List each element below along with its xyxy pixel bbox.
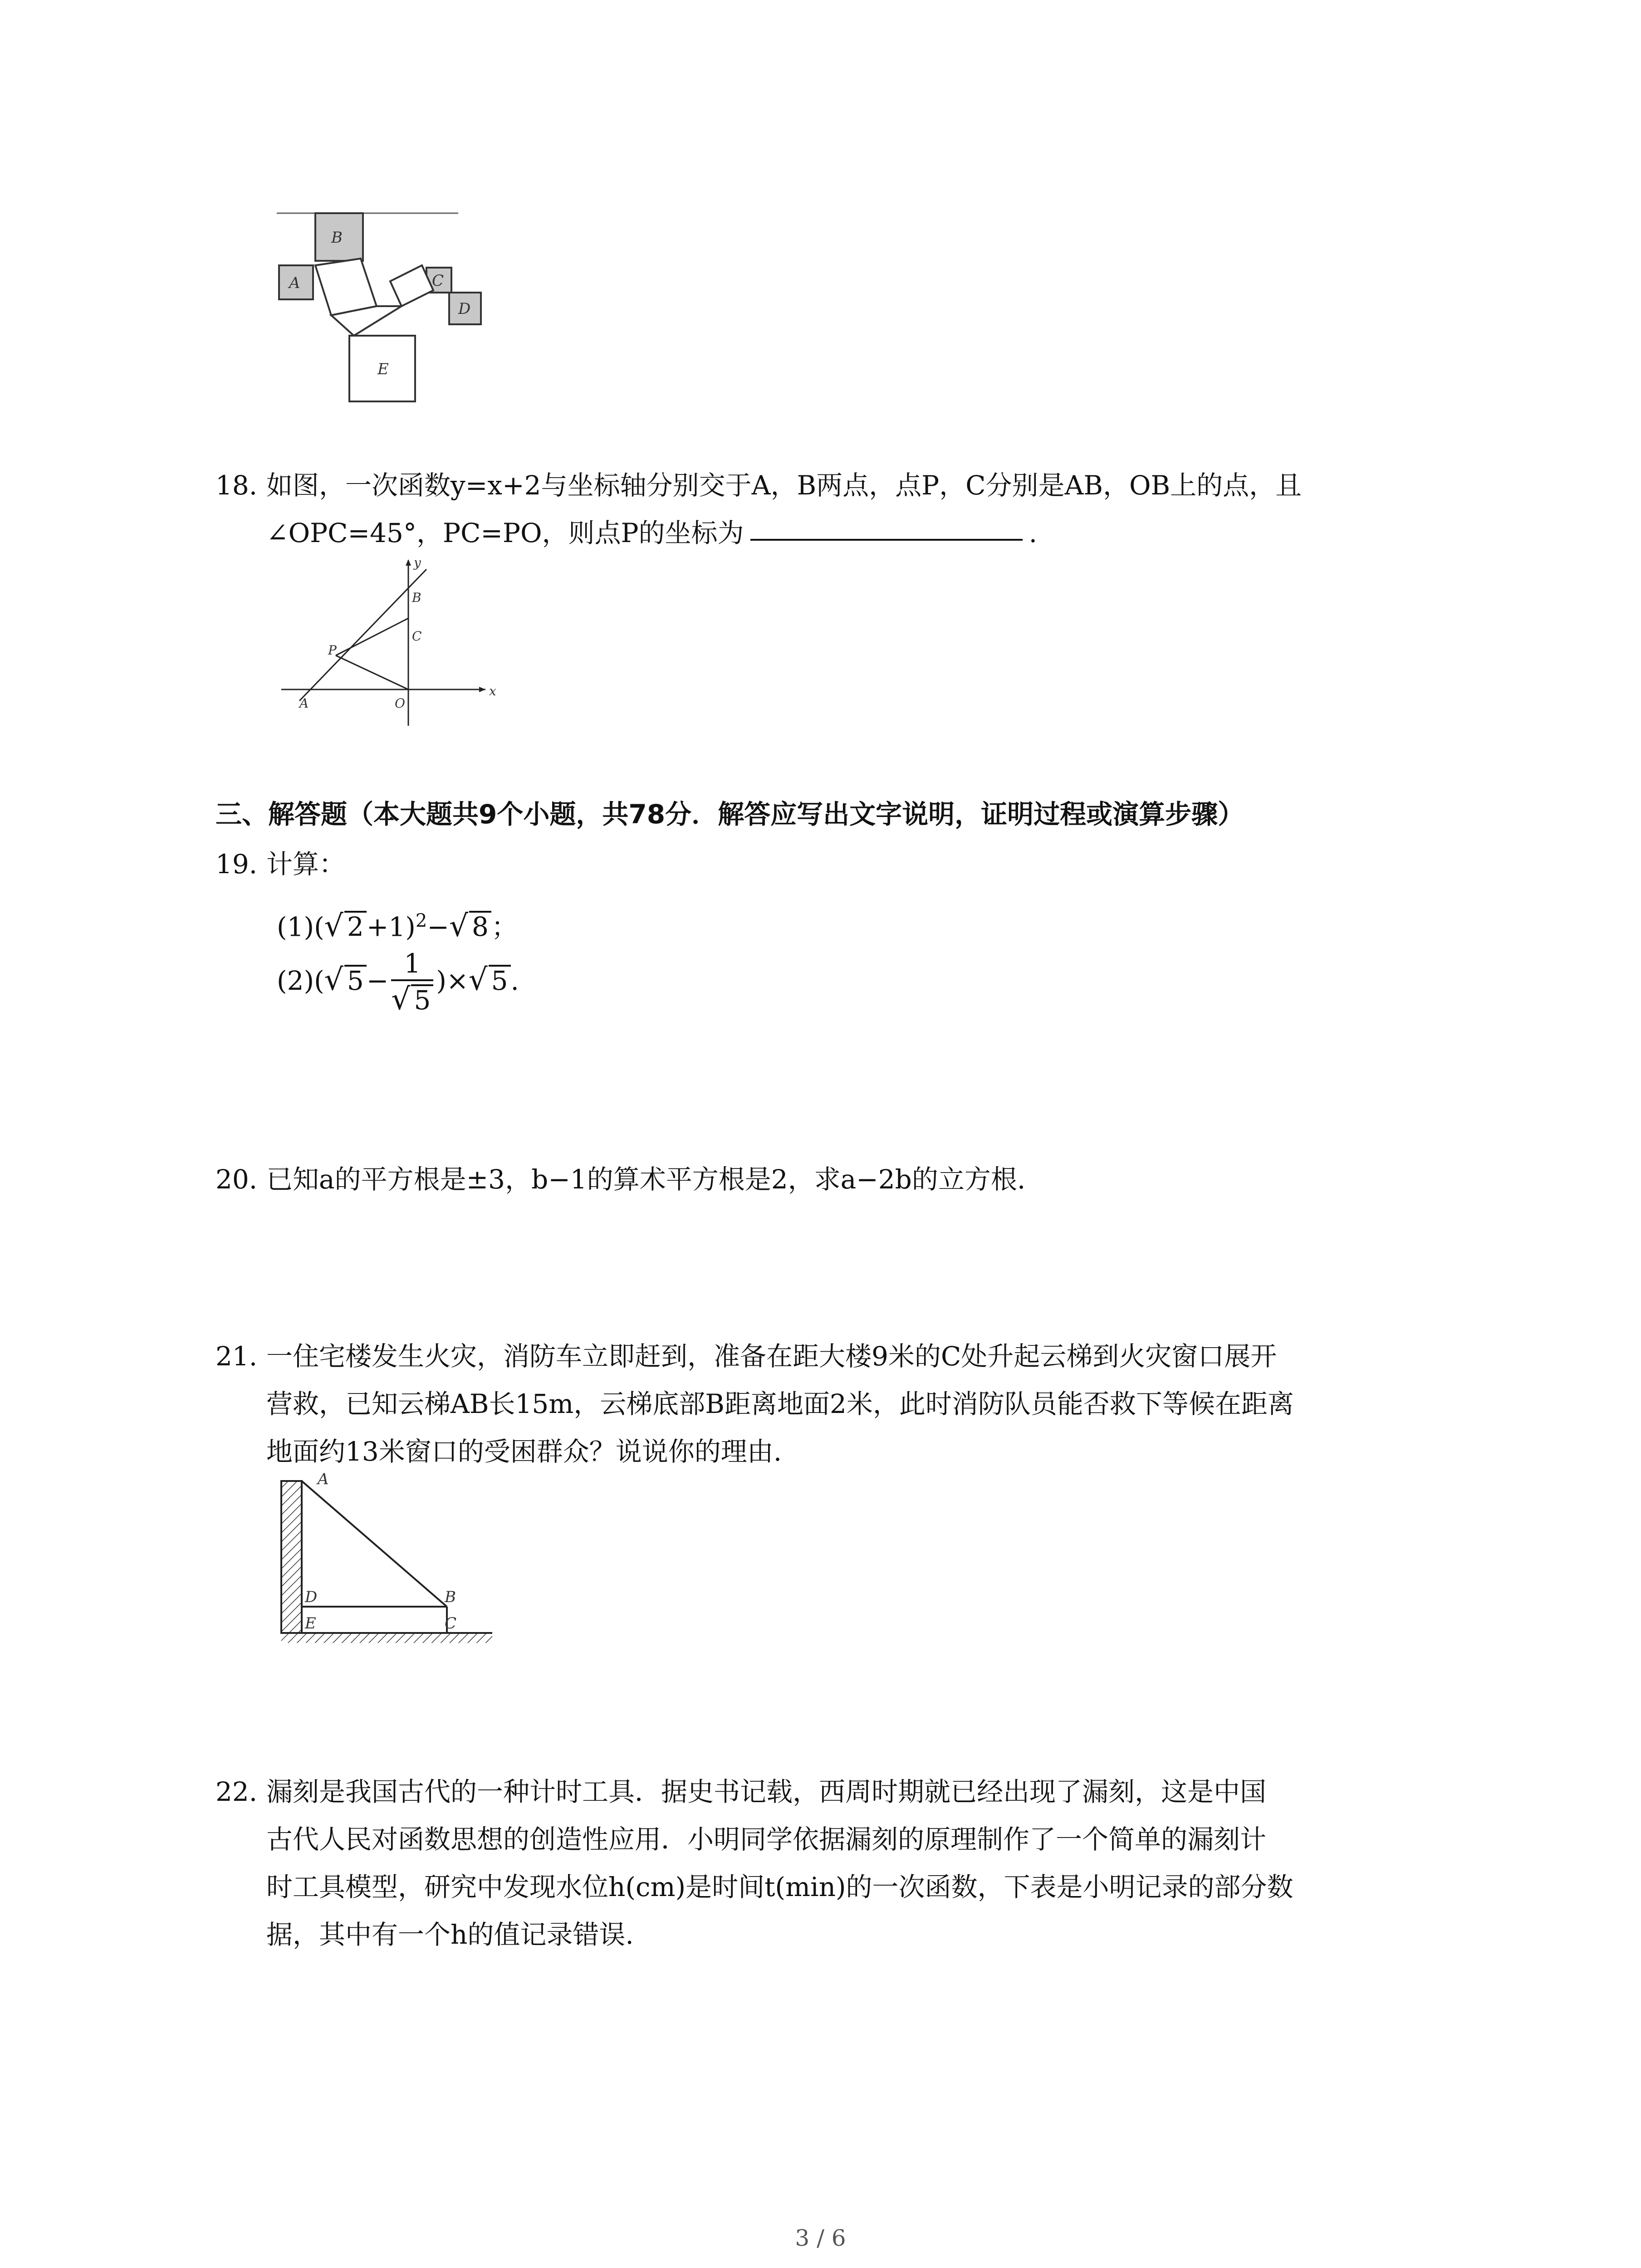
ladder-b: B	[445, 1588, 456, 1606]
q22-line1	[216, 1769, 1266, 1814]
q19-p2-end: .	[510, 965, 519, 996]
q19-title: 计算：	[266, 849, 346, 880]
label-a: A	[289, 274, 300, 292]
q19-frac-num: 1	[391, 948, 433, 981]
fig18-y: y	[414, 555, 421, 570]
q19-part1: (1)(√ 2 +1)$^2$−√ 8 ；	[277, 908, 518, 943]
q19-fraction: $\frac{1}{√ 5}$	[391, 948, 433, 1018]
q20-number: 20.	[216, 1164, 258, 1195]
label-b: B	[331, 229, 343, 247]
section-heading: 三、解答题（本大题共9个小题，共78分．解答应写出文字说明，证明过程或演算步骤）	[216, 799, 1244, 830]
q22-line2: 古代人民对函数思想的创造性应用．小明同学依据漏刻的原理制作了一个简单的漏刻计	[266, 1824, 1267, 1855]
q18-number: 18.	[216, 470, 258, 501]
fig18-c: C	[412, 629, 422, 644]
ladder	[302, 1481, 447, 1607]
q19-p1-pre: (1)(	[277, 911, 324, 943]
q19-p1-end: ；	[491, 911, 518, 943]
ladder-e: E	[305, 1614, 316, 1633]
q22-line4: 据，其中有一个h的值记录错误.	[266, 1919, 634, 1950]
q19-p2-rad2: 5	[489, 965, 511, 995]
q19-p2-rad1: 5	[344, 965, 367, 995]
label-d: D	[458, 300, 471, 318]
q18-line1	[216, 463, 1302, 508]
q21-line2: 营救，已知云梯AB长15m，云梯底部B距离地面2米，此时消防队员能否救下等候在距离	[266, 1388, 1294, 1419]
fig18-x: x	[489, 684, 496, 699]
q21-line1	[216, 1334, 1277, 1379]
label-e: E	[377, 360, 389, 378]
ladder-a: A	[318, 1470, 329, 1488]
page-number: 3 / 6	[795, 2225, 846, 2251]
q18-text-line2: ∠OPC=45°，PC=PO，则点P的坐标为	[266, 518, 744, 548]
label-c: C	[432, 272, 444, 290]
q21-text-line1: 一住宅楼发生火灾，消防车立即赶到，准备在距大楼9米的C处升起云梯到火灾窗口展开	[266, 1341, 1277, 1372]
q20-text: 已知a的平方根是±3，b−1的算术平方根是2，求a−2b的立方根.	[266, 1164, 1026, 1195]
q22-number: 22.	[216, 1776, 258, 1807]
q18-text-line1: 如图，一次函数y=x+2与坐标轴分别交于A，B两点，点P，C分别是AB，OB上的点，且	[266, 470, 1302, 501]
q21-line3: 地面约13米窗口的受困群众？说说你的理由.	[266, 1436, 782, 1467]
q19-p1-minus: −	[427, 911, 449, 943]
q19-p2-pre: (2)(	[277, 965, 324, 996]
ladder-c: C	[445, 1614, 457, 1633]
answer-blank	[750, 530, 1023, 541]
q19-p1-sup: 2	[415, 910, 427, 931]
figure-q18	[272, 551, 499, 737]
ladder-d: D	[305, 1588, 318, 1606]
q19-number: 19.	[216, 849, 258, 880]
q19-p1-mid: +1)	[366, 911, 416, 943]
figure-squares	[272, 209, 508, 417]
fig18-o: O	[395, 696, 405, 711]
q22-line3: 时工具模型，研究中发现水位h(cm)是时间t(min)的一次函数，下表是小明记录的部分数	[266, 1872, 1293, 1902]
q19-part2: (2)(√ 5 − $\frac{1}{√ 5}$ )×√ 5 .	[277, 943, 519, 1018]
q19-frac-den: 5	[411, 984, 433, 1014]
fig18-p: P	[328, 643, 337, 658]
figure-ladder	[272, 1470, 508, 1651]
q21-number: 21.	[216, 1341, 258, 1372]
q19-p2-minus: −	[366, 965, 389, 996]
building-wall	[281, 1481, 302, 1633]
q19-title-line	[216, 841, 345, 887]
q19-p2-mid: )×	[436, 965, 469, 996]
ground	[281, 1633, 492, 1643]
fig18-b: B	[412, 590, 421, 605]
q22-text-line1: 漏刻是我国古代的一种计时工具．据史书记载，西周时期就已经出现了漏刻，这是中国	[266, 1776, 1267, 1807]
q20-line	[216, 1157, 1025, 1202]
q18-line2	[266, 510, 1037, 556]
q18-period: .	[1029, 518, 1037, 548]
fig18-a: A	[299, 696, 309, 711]
q19-p1-rad2: 8	[469, 911, 491, 941]
q19-p1-rad1: 2	[344, 911, 367, 941]
